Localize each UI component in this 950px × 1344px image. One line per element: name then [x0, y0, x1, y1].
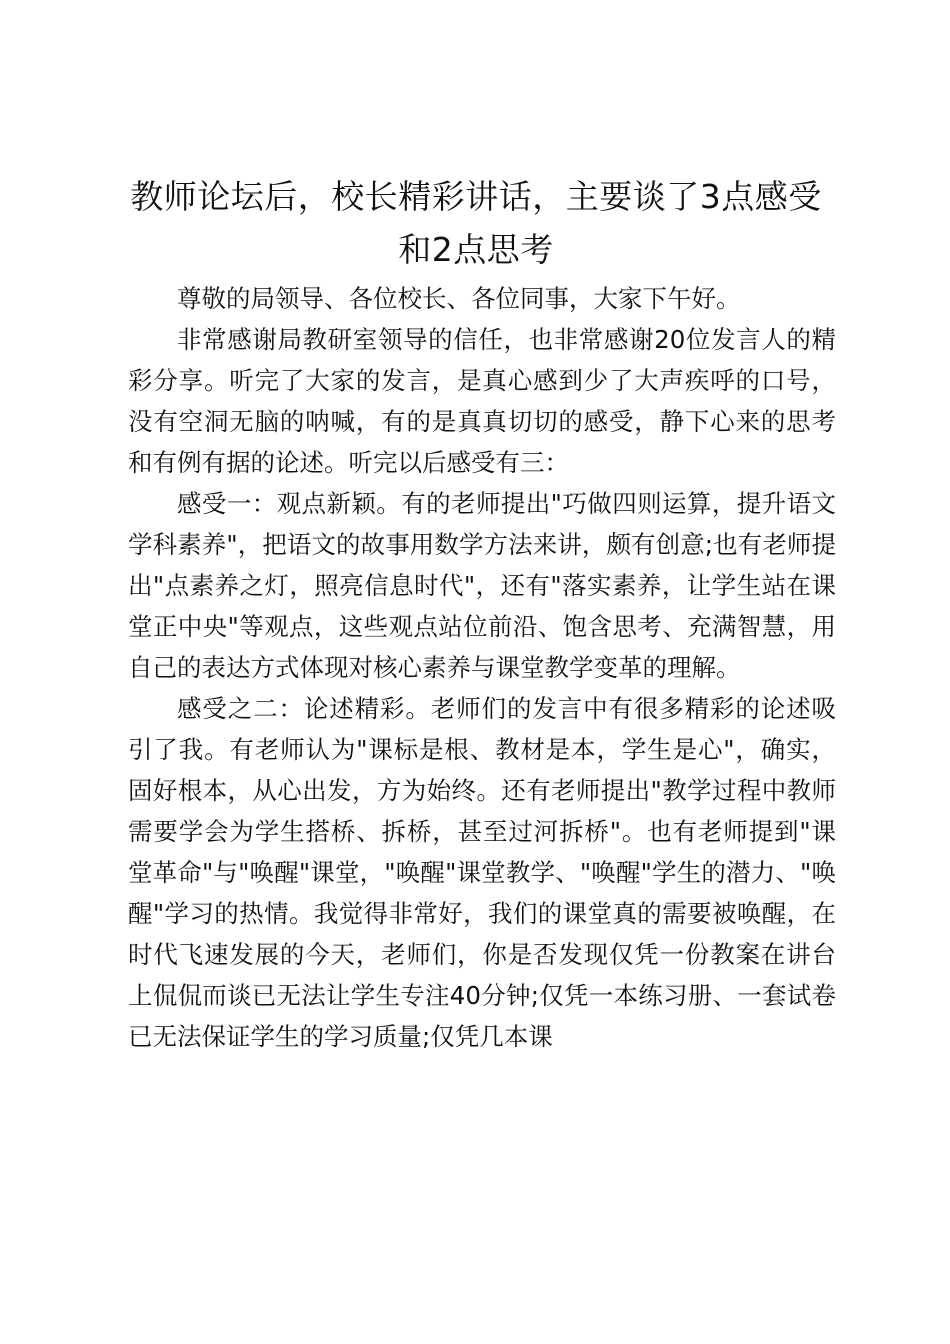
paragraph-greeting: 尊敬的局领导、各位校长、各位同事，大家下午好。: [177, 284, 741, 313]
document-title: 教师论坛后，校长精彩讲话，主要谈了3点感受和2点思考: [130, 177, 822, 269]
paragraph-intro: 非常感谢局教研室领导的信任，也非常感谢20位发言人的精彩分享。听完了大家的发言，是真心感到少了大声疾呼的口号，没有空洞无脑的呐喊，有的是真真切切的感受，静下心来的思考和有例有据的论述。听完以后感受有三：: [128, 325, 836, 477]
paragraph-feeling-two: 感受之二：论述精彩。老师们的发言中有很多精彩的论述吸引了我。有老师认为"课标是根、教材是本，学生是心"，确实，固好根本，从心出发，方为始终。还有老师提出"教学过程中教师需要学会为学生搭桥、拆桥，甚至过河拆桥"。也有老师提到"课堂革命"与"唤醒"课堂，"唤醒"课堂教学、"唤醒"学生的潜力、"唤醒"学习的热情。我觉得非常好，我们的课堂真的需要被唤醒，在时代飞速发展的今天，老师们，你是否发现仅凭一份教案在讲台上侃侃而谈已无法让学生专注40分钟;仅凭一本练习册、一套试卷已无法保证学生的学习质量;仅凭几本课: [128, 694, 836, 1051]
paragraph-feeling-one: 感受一：观点新颖。有的老师提出"巧做四则运算，提升语文学科素养"，把语文的故事用数学方法来讲，颇有创意;也有老师提出"点素养之灯，照亮信息时代"，还有"落实素养，让学生站在课堂正中央"等观点，这些观点站位前沿、饱含思考、充满智慧，用自己的表达方式体现对核心素养与课堂教学变革的理解。: [128, 489, 836, 682]
document-body: [128, 278, 836, 1057]
